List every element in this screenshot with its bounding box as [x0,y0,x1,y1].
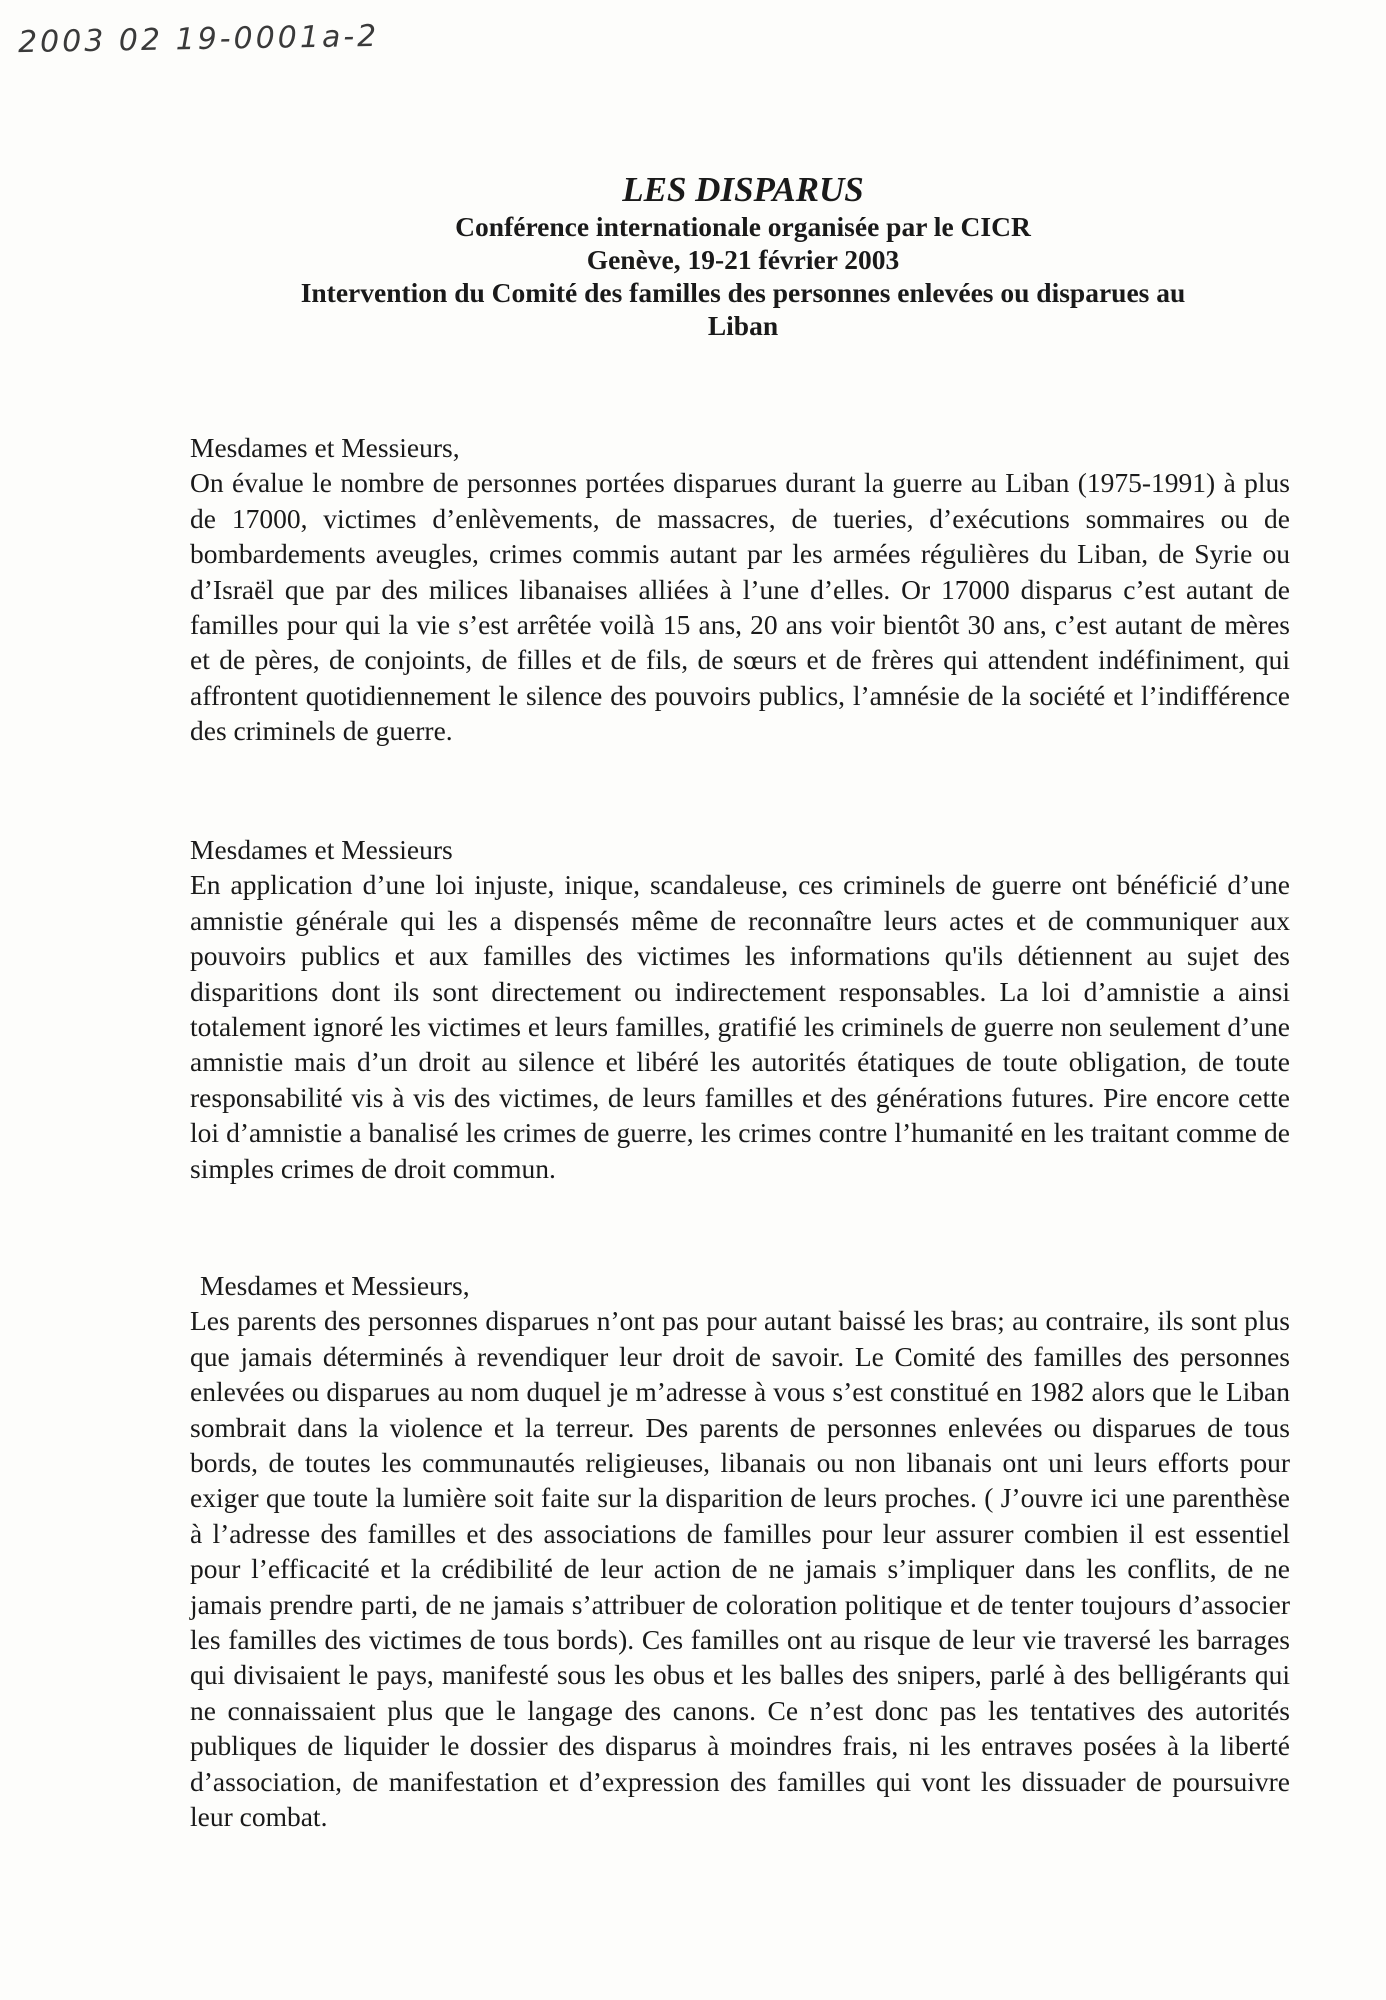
paragraph: En application d’une loi injuste, inique, scandaleuse, ces criminels de guerre ont bénéficié d’une amnistie générale qui les a dispensés même de reconnaître leurs actes et de communiquer aux pouvoirs publics et aux familles des victimes les informations qu'ils détiennent au sujet des disparitions dont ils sont directement ou indirectement responsables. La loi d’amnistie a ainsi totalement ignoré les victimes et leurs familles, gratifié les criminels de guerre non seulement d’une amnistie mais d’un droit au silence et libéré les autorités étatiques de toute obligation, de toute responsabilité vis à vis des victimes, de leurs familles et des générations futures. Pire encore cette loi d’amnistie a banalisé les crimes de guerre, les crimes contre l’humanité en les traitant comme de simples crimes de droit commun. [190,869,1290,1184]
intervention-title: Intervention du Comité des familles des personnes enlevées ou disparues au [300,277,1186,308]
body-section-2 [190,832,1290,1186]
paragraph: Les parents des personnes disparues n’ont pas pour autant baissé les bras; au contraire, ils sont plus que jamais déterminés à revendiquer leur droit de savoir. Le Comité des familles des personnes enlevées ou disparues au nom duquel je m’adresse à vous s’est constitué en 1982 alors que le Liban sombrait dans la violence et la terreur. Des parents de personnes enlevées ou disparues de tous bords, de toutes les communautés religieuses, libanais ou non libanais ont uni leurs efforts pour exiger que toute la lumière soit faite sur la disparition de leurs proches. ( J’ouvre ici une parenthèse à l’adresse des familles et des associations de familles pour leur assurer combien il est essentiel pour l’efficacité et la crédibilité de leur action de ne jamais s’impliquer dans les conflits, de ne jamais prendre parti, de ne jamais s’attribuer de coloration politique et de tenter toujours d’associer les familles des victimes de tous bords). Ces familles ont au risque de leur vie traversé les barrages qui divisaient le pays, manifesté sous les obus et les balles des snipers, parlé à des belligérants qui ne connaissaient plus que le langage des canons. Ce n’est donc pas les tentatives des autorités publiques de liquider le dossier des disparus à moindres frais, ni les entraves posées à la liberté d’association, de manifestation et d’expression des familles qui vont les dissuader de poursuivre leur combat. [190,1305,1290,1833]
body-section-1 [190,430,1290,749]
body-section-3 [190,1268,1290,1835]
intervention-title-continued: Liban [707,310,779,341]
conference-name: Conférence internationale organisée par le CICR [455,211,1031,242]
conference-date: Genève, 19-21 février 2003 [586,244,900,275]
handwritten-reference-number: 2003 02 19-0001a-2 [17,18,380,61]
paragraph: On évalue le nombre de personnes portées disparues durant la guerre au Liban (1975-1991) à plus de 17000, victimes d’enlèvements, de massacres, de tueries, d’exécutions sommaires ou de bombardements aveugles, crimes commis autant par les armées régulières du Liban, de Syrie ou d’Israël que par des milices libanaises alliées à l’une d’elles. Or 17000 disparus c’est autant de familles pour qui la vie s’est arrêtée voilà 15 ans, 20 ans voir bientôt 30 ans, c’est autant de mères et de pères, de conjoints, de filles et de fils, de sœurs et de frères qui attendent indéfiniment, qui affrontent quotidiennement le silence des pouvoirs publics, l’amnésie de la société et l’indifférence des criminels de guerre. [190,467,1290,747]
document-header [150,170,1336,342]
salutation: Mesdames et Messieurs [190,834,453,865]
salutation: Mesdames et Messieurs, [200,1270,470,1301]
document-title: LES DISPARUS [622,170,864,209]
salutation: Mesdames et Messieurs, [190,432,460,463]
